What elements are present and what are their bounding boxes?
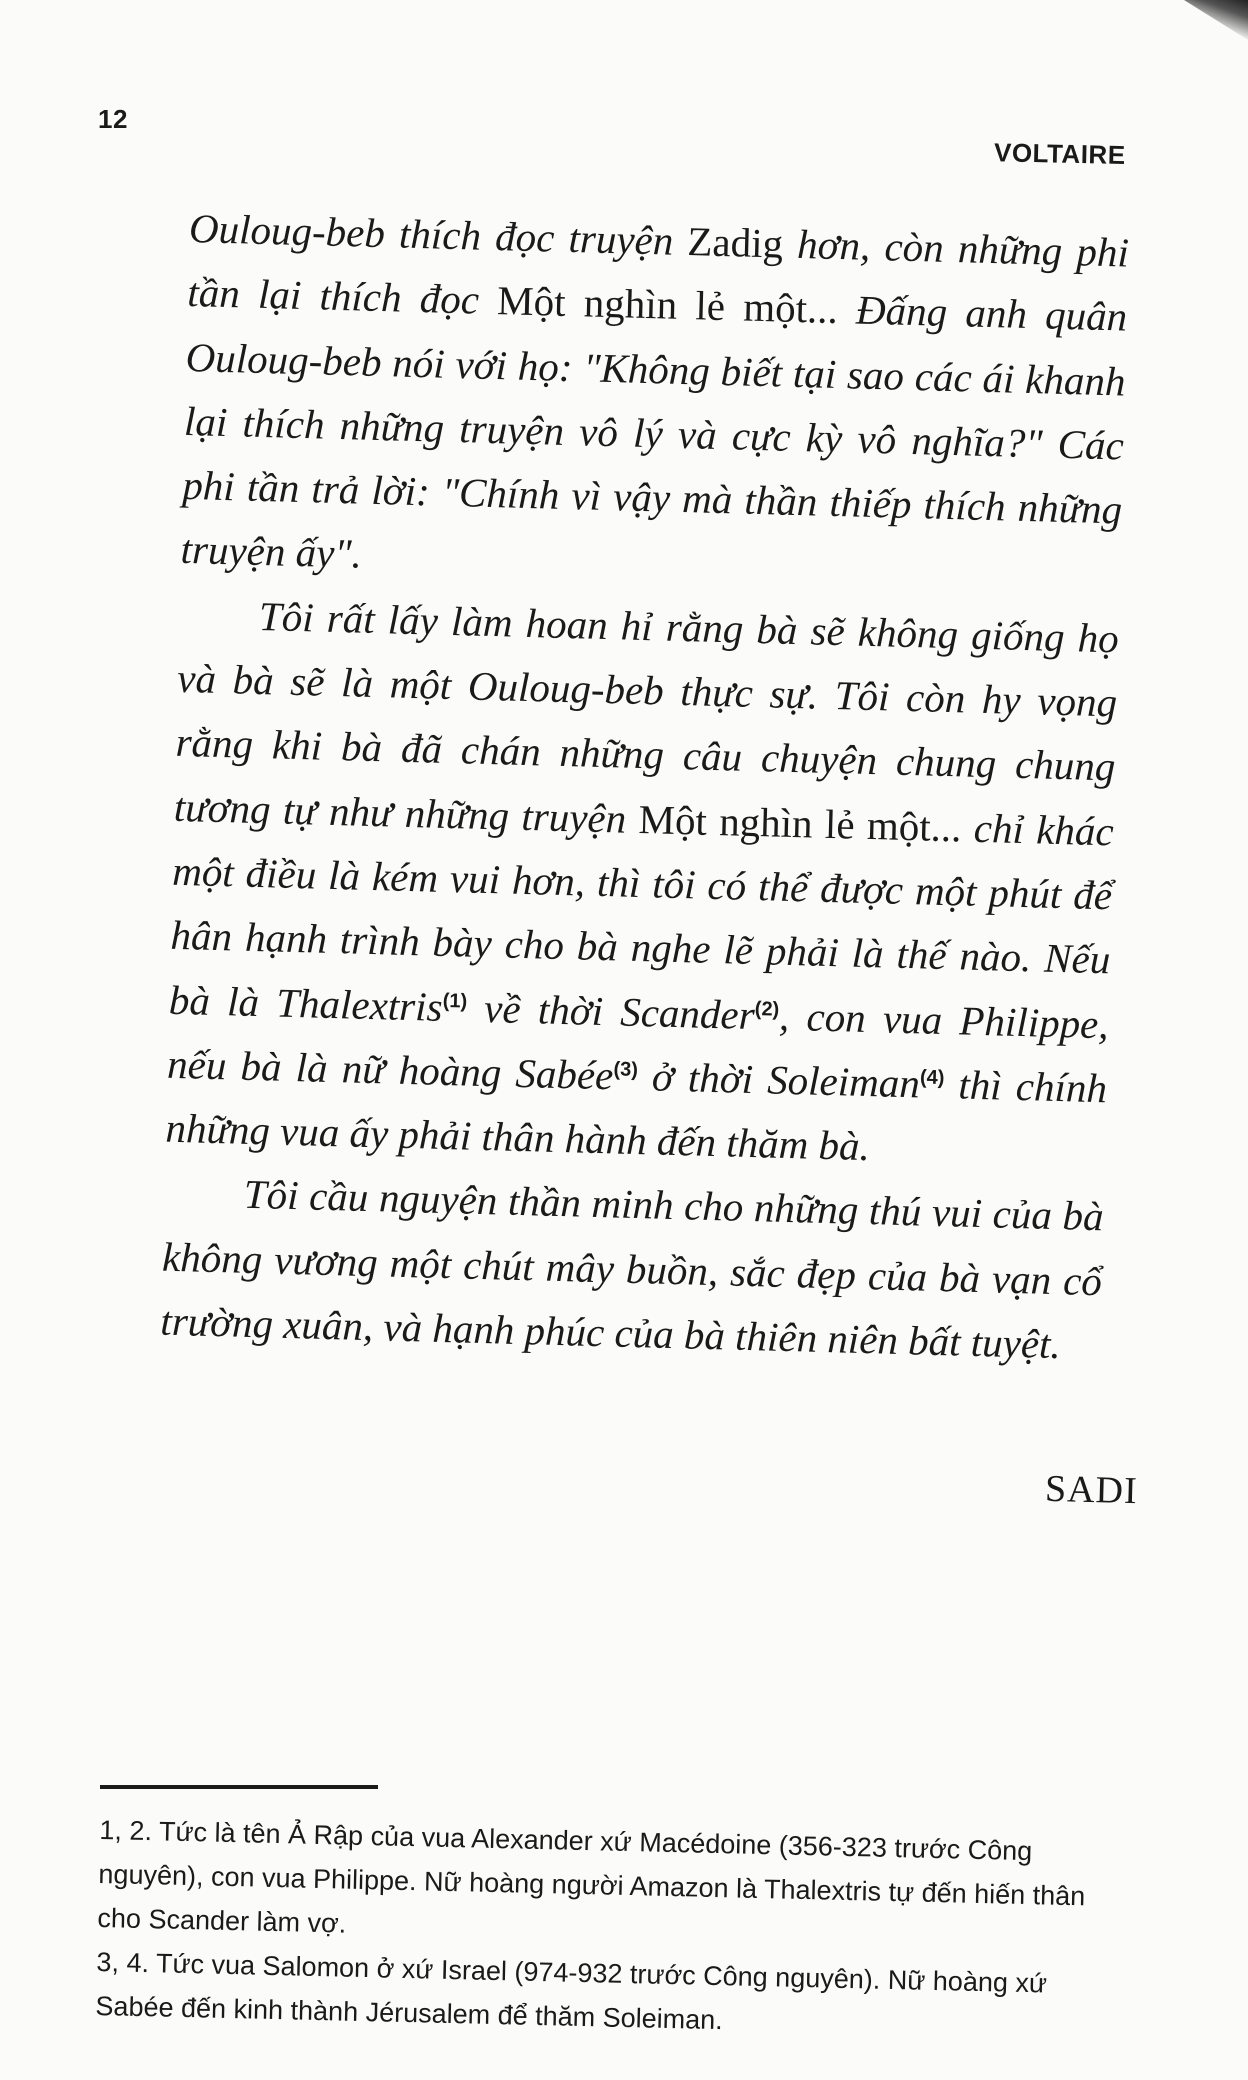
footnote-1-2: 1, 2. Tức là tên Ả Rập của vua Alexander xứ Macédoine (356-323 trước Công nguyên), con vua Philippe. Nữ hoàng người Amazon là Thalextris tự đến hiến thân cho Scander làm vợ.: [97, 1814, 1086, 1939]
title-arabian-nights: Một nghìn lẻ một...: [496, 277, 839, 333]
title-zadig: Zadig: [686, 218, 784, 267]
footnotes: [95, 1808, 1135, 2051]
page-number: 12: [98, 104, 128, 134]
footnote-ref-3[interactable]: (3): [613, 1058, 639, 1081]
footnote-divider: [100, 1785, 378, 1789]
title-arabian-nights-2: Một nghìn lẻ một...: [638, 795, 963, 851]
main-text: [160, 196, 1130, 1378]
page-corner-shadow: [1168, 0, 1248, 40]
signature: SADI: [1044, 1467, 1139, 1513]
footnote-ref-4[interactable]: (4): [919, 1066, 945, 1089]
running-head: VOLTAIRE: [994, 137, 1127, 170]
footnote-3-4: 3, 4. Tức vua Salomon ở xứ Israel (974-932 trước Công nguyên). Nữ hoàng xứ Sabée đến kinh thành Jérusalem để thăm Soleiman.: [95, 1946, 1048, 2036]
paragraph-2: Tôi rất lấy làm hoan hỉ rằng bà sẽ không giống họ và bà sẽ là một Ouloug-beb thực sự. Tôi còn hy vọng rằng khi bà đã chán những câu chuyện chung chung tương tự như những truyện Một nghìn lẻ một... chỉ khác một điều là kém vui hơn, thì tôi có thể được một phút để hân hạnh trình bày cho bà nghe lẽ phải là thế nào. Nếu bà là Thalextris$^{(1)}$ về thời Scander$^{(2)}$, con vua Philippe, nếu bà là nữ hoàng Sabée$^{(3)}$ ở thời Soleiman$^{(4)}$ thì chính những vua ấy phải thân hành đến thăm bà.: [164, 592, 1120, 1170]
paragraph-3: Tôi cầu nguyện thần minh cho những thú vui của bà không vương một chút mây buồn, sắc đẹp của bà vạn cổ trường xuân, và hạnh phúc của bà thiên niên bất tuyệt.: [159, 1171, 1105, 1368]
footnote-ref-2[interactable]: (2): [754, 997, 780, 1021]
footnote-ref-1[interactable]: (1): [442, 989, 468, 1013]
paragraph-1: Ouloug-beb thích đọc truyện Zadig hơn, còn những phi tần lại thích đọc Một nghìn lẻ một... Đấng anh quân Ouloug-beb nói với họ: "Không biết tại sao các ái khanh lại thích những truyện vô lý và cực kỳ vô nghĩa?" Các phi tần trả lời: "Chính vì vậy mà thần thiếp thích những truyện ấy".: [180, 204, 1130, 578]
